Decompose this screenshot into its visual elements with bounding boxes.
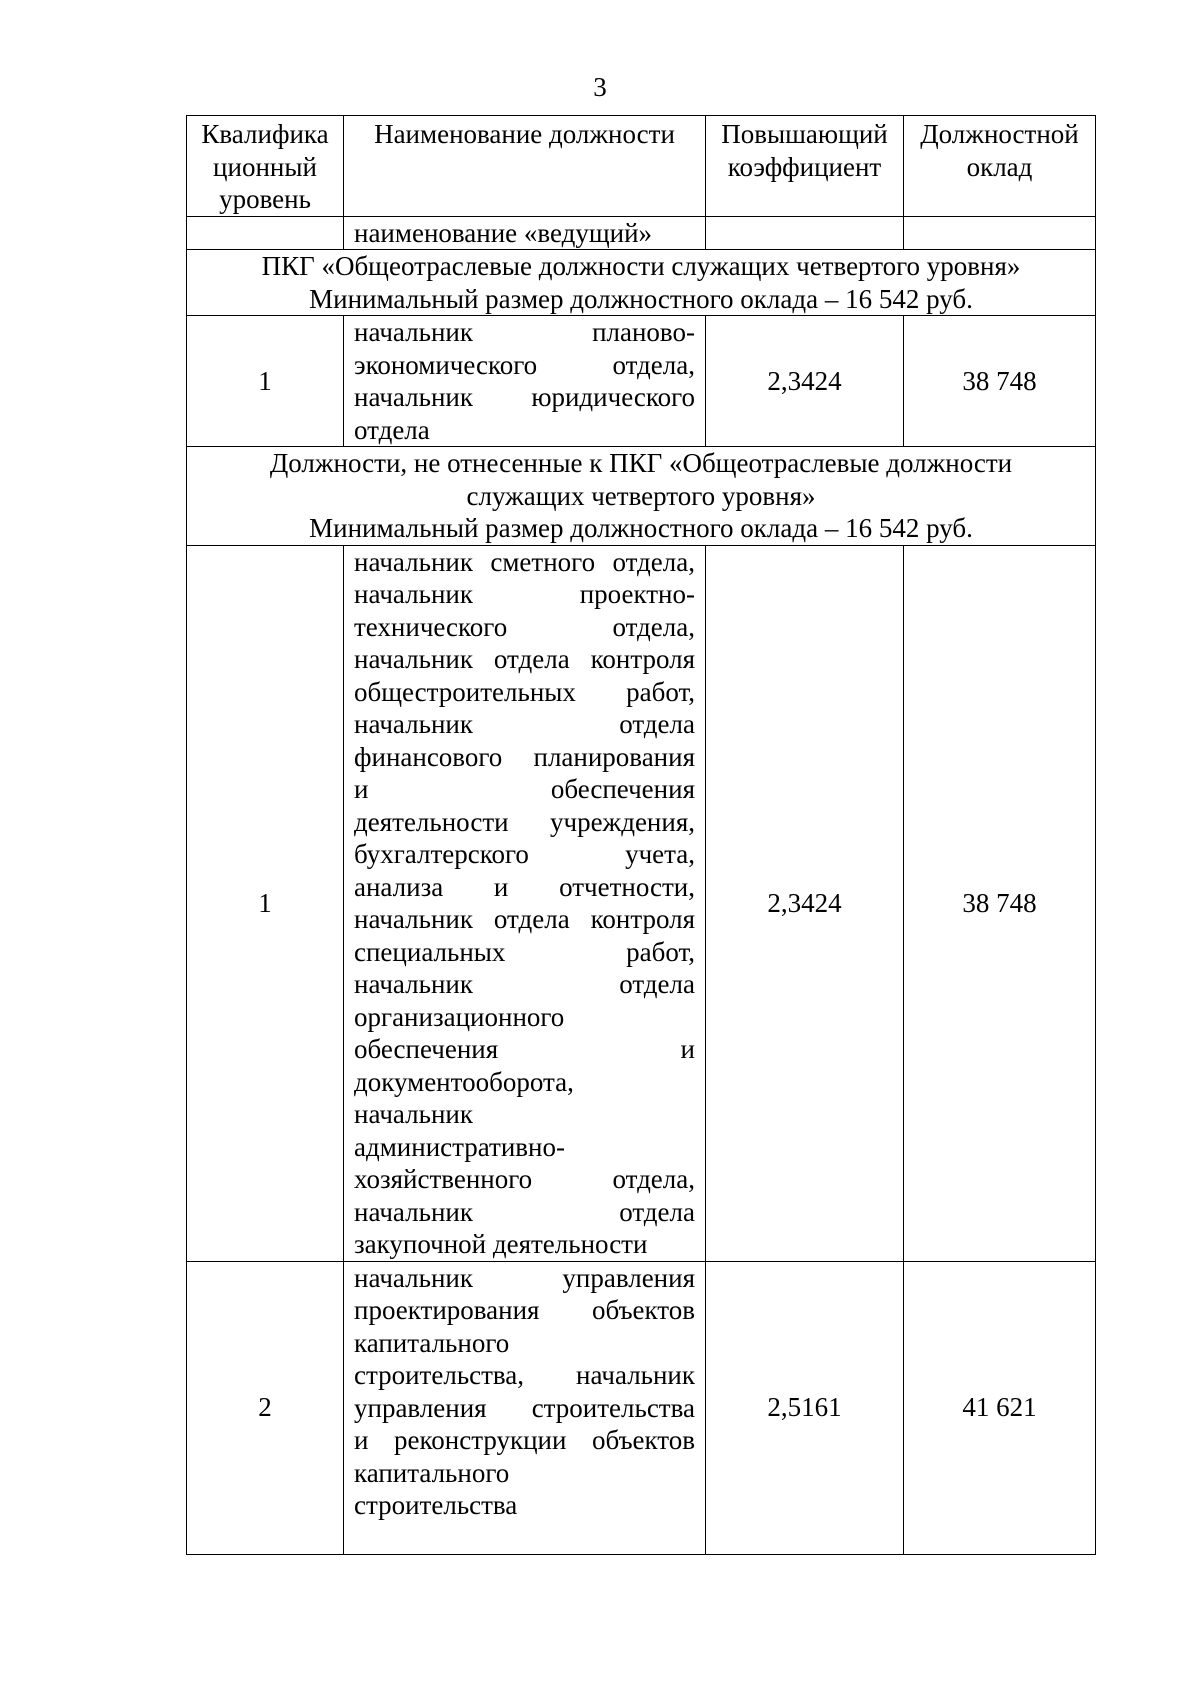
position-line: начальник планово- [354,317,695,347]
position-line: начальник отдела [354,1196,695,1227]
header-salary-line: оклад [966,151,1033,182]
position-line: начальник юридического [354,382,695,412]
table-row [187,545,1096,1261]
salary-cell: 38 748 [904,316,1096,447]
salary-cell [904,216,1096,250]
header-level-line: ционный [213,151,317,182]
table-row [187,316,1096,447]
level-cell [187,216,344,250]
header-coefficient-line: коэффициент [727,151,882,182]
position-line: начальник отдела [354,969,695,999]
position-line: отдела [354,414,430,445]
position-line: начальник отдела контроля [354,904,695,934]
position-line: бухгалтерского учета, [354,839,695,869]
table-row [187,1261,1096,1554]
coefficient-cell [706,216,904,250]
coefficient-cell: 2,5161 [706,1261,904,1554]
position-cell [344,545,706,1261]
salary-table [186,115,1096,1555]
group-header-not-pkg [187,447,1096,546]
header-coefficient [706,116,904,217]
position-line: начальник проектно- [354,579,695,609]
position-line: начальник отдела [354,709,695,739]
position-line: деятельности учреждения, [354,806,695,837]
level-cell: 1 [187,545,344,1261]
group-line: Минимальный размер должностного оклада – 16 542 руб. [309,513,973,543]
position-line: закупочной деятельности [354,1229,648,1259]
position-line: строительства, начальник [354,1360,695,1390]
position-line: общестроительных работ, [354,676,695,707]
salary-cell: 41 621 [904,1261,1096,1554]
position-line: специальных работ, [354,936,695,967]
header-level-line: Квалифика [201,119,329,149]
group-header-pkg4 [187,250,1096,316]
position-line: начальник [354,1099,473,1129]
position-cell [344,316,706,447]
group-line: ПКГ «Общеотраслевые должности служащих четвертого уровня» [261,251,1021,281]
position-line: организационного [354,1001,565,1032]
position-line: капитального [354,1457,510,1488]
table-header-row [187,116,1096,217]
group-line: служащих четвертого уровня» [466,480,816,511]
group-header-row [187,250,1096,316]
table-row [187,216,1096,250]
header-position [344,116,706,217]
position-line: хозяйственного отдела, [354,1164,695,1194]
position-line: начальник отдела контроля [354,644,695,674]
salary-cell: 38 748 [904,545,1096,1261]
group-line: Минимальный размер должностного оклада – 16 542 руб. [309,283,973,314]
position-line: экономического отдела, [354,349,695,380]
header-salary-line: Должностной [920,119,1079,149]
header-level-line: уровень [219,184,311,214]
position-line: финансового планирования [354,741,695,772]
position-line: проектирования объектов [354,1295,695,1325]
position-line: наименование «ведущий» [354,217,653,248]
position-line: обеспечения и [354,1034,695,1064]
position-line: начальник управления [354,1262,695,1293]
header-level [187,116,344,217]
page-number: 3 [593,72,607,102]
position-line: административно- [354,1131,565,1162]
header-salary [904,116,1096,217]
position-line: начальник сметного отдела, [354,546,695,577]
position-line: и обеспечения [354,774,695,804]
position-line: и реконструкции объектов [354,1425,695,1455]
coefficient-cell: 2,3424 [706,545,904,1261]
group-header-row [187,447,1096,546]
level-cell: 1 [187,316,344,447]
group-line: Должности, не отнесенные к ПКГ «Общеотраслевые должности [269,448,1013,478]
position-line: анализа и отчетности, [354,871,695,902]
coefficient-cell: 2,3424 [706,316,904,447]
header-position-line: Наименование должности [374,119,675,149]
position-line: строительства [354,1490,518,1520]
header-coefficient-line: Повышающий [721,119,888,149]
level-cell: 2 [187,1261,344,1554]
position-cell [344,1261,706,1554]
position-line: документооборота, [354,1066,574,1097]
position-line: технического отдела, [354,611,695,642]
position-line: управления строительства [354,1392,695,1423]
position-cell [344,216,706,250]
position-line: капитального [354,1327,510,1358]
